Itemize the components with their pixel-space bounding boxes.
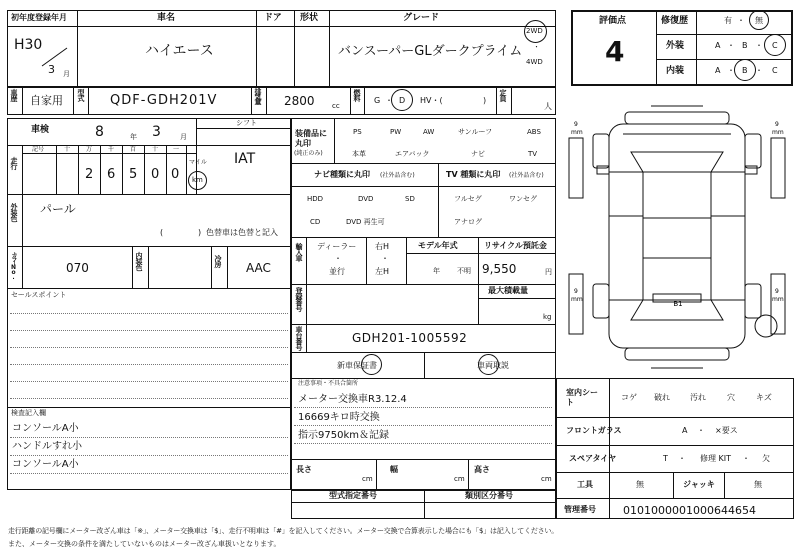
equip-sunroof[interactable]: サンルーフ (458, 128, 493, 136)
equip-navi[interactable]: ナビ (471, 150, 485, 158)
mileage-sub-man: 万 (86, 146, 93, 153)
int-opt-b: B (742, 66, 748, 75)
notes-line-1: メーター交換車R3.12.4 (298, 394, 407, 405)
inspector-line-1: コンソールA小 (12, 423, 79, 434)
drive-separator: ・ (533, 43, 540, 51)
navi-dvd-play[interactable]: DVD 再生可 (346, 218, 385, 226)
exterior-label: 外装 (666, 41, 685, 51)
import-parallel[interactable]: 並行 (329, 267, 345, 276)
tools-value: 無 (636, 480, 644, 489)
capacity-label: 定員 (499, 89, 507, 101)
length-label: 長さ (296, 465, 312, 474)
notes-line-3: 指示9750km＆記録 (298, 430, 389, 441)
first-reg-month: 3 (48, 63, 55, 76)
sheet-opt-burn[interactable]: コゲ (621, 393, 637, 402)
tools-label: 工具 (577, 480, 593, 489)
left-column (7, 118, 291, 490)
spare-opt-kit[interactable]: 修理 KIT (700, 454, 732, 463)
left-door-front (609, 172, 643, 216)
recycle-unit: 円 (545, 268, 552, 276)
model-year-label: モデル年式 (418, 241, 458, 250)
inspection-month: 3 (152, 124, 161, 140)
inspection-year-unit: 年 (130, 133, 137, 141)
color-note-open: ( (160, 228, 164, 237)
equipment-sub-label: (純正のみ) (294, 150, 323, 157)
tread-mark-4: 9 (775, 288, 779, 295)
equipment-label: 装備品に丸印 (295, 129, 327, 148)
recycle-amount: 9,550 (482, 262, 517, 276)
width-unit: cm (454, 475, 465, 483)
manual[interactable]: 車両取説 (477, 361, 509, 370)
spare-tire-label: スペアタイヤ (569, 454, 617, 463)
inspection-label: 車検 (31, 125, 50, 135)
int-opt-dot2: ・ (755, 66, 763, 75)
color-note: 色替車は色替と記入 (206, 228, 278, 237)
ext-opt-dot1: ・ (727, 41, 735, 50)
inspector-label: 検査記入欄 (11, 409, 46, 417)
model-year-unknown: 不明 (457, 267, 471, 275)
capacity-unit: 人 (544, 102, 552, 111)
ext-opt-a: A (715, 41, 721, 50)
navi-cd[interactable]: CD (310, 218, 321, 226)
import-right-h[interactable]: 右H (375, 242, 390, 251)
wheel-rear-left (593, 284, 609, 318)
fuel-g: G (374, 96, 381, 105)
wheel-front-right (745, 134, 761, 168)
color-note-close: ) (198, 228, 202, 237)
warranty-circle (361, 354, 382, 375)
sales-point-label: セールスポイント (11, 291, 67, 299)
sheet-opt-scratch[interactable]: キズ (756, 393, 772, 402)
equip-pw[interactable]: PW (390, 128, 402, 136)
ac-label: 冷房 (214, 255, 222, 267)
recycle-label: リサイクル預託金 (484, 241, 547, 250)
tv-label: TV 種類に丸印 (446, 170, 501, 179)
roof-panel (643, 172, 711, 300)
spare-opt-dot1: ・ (678, 454, 686, 463)
right-door-rear (711, 216, 745, 300)
mileage-sub-sen: 千 (108, 146, 115, 153)
left-door-rear (609, 216, 643, 300)
equip-ps[interactable]: PS (353, 128, 362, 136)
navi-dvd[interactable]: DVD (358, 195, 374, 203)
score-value: 4 (605, 35, 625, 68)
spare-opt-missing[interactable]: 欠 (762, 454, 770, 463)
fuel-d: D (399, 96, 406, 105)
exterior-c-circle (764, 34, 786, 56)
equip-tv[interactable]: TV (528, 150, 538, 158)
tv-oneseg[interactable]: ワンセグ (509, 195, 537, 203)
fuel-separator: ・ (385, 96, 393, 105)
shape-label: 形状 (300, 13, 319, 23)
mileage-digit-4: 0 (151, 167, 160, 182)
spare-opt-dot2: ・ (742, 454, 750, 463)
tread-mark-2-unit: mm (772, 129, 784, 136)
fuel-close: ) (483, 96, 487, 105)
sheet-opt-dirt[interactable]: 汚れ (690, 393, 706, 402)
mileage-digit-1: 2 (85, 167, 94, 182)
usage-label: 車歴 (10, 89, 18, 101)
tread-mark-2: 9 (775, 121, 779, 128)
mileage-sub-ju: 十 (152, 146, 159, 153)
navi-label: ナビ種類に丸印 (314, 170, 370, 179)
right-door-front (711, 172, 745, 216)
sheet-opt-hole[interactable]: 穴 (727, 393, 735, 402)
wheel-front-left (593, 134, 609, 168)
type-designation-label: 型式指定番号 (329, 491, 377, 500)
interior-color-label: 内装色 (135, 252, 143, 270)
ext-opt-b: B (742, 41, 748, 50)
max-load-label: 最大積載量 (488, 286, 528, 295)
manual-circle (478, 354, 499, 375)
width-label: 幅 (390, 465, 398, 474)
mark-b1: B1 (673, 300, 683, 308)
inspector-line-2: ハンドルすれ小 (12, 441, 82, 452)
mileage-sub-kigo: 記号 (32, 146, 45, 153)
wheel-rear-right (745, 284, 761, 318)
repair-opt-dot: ・ (737, 16, 745, 25)
color-no-value: 070 (66, 261, 89, 275)
length-unit: cm (362, 475, 373, 483)
repair-opt-yes: 有 (724, 16, 732, 25)
registration-label: 登録番号 (295, 287, 303, 311)
color-value: パール (40, 202, 76, 216)
equip-leather[interactable]: 本革 (352, 150, 366, 158)
mileage-digit-2: 6 (107, 167, 116, 182)
repair-opt-no: 無 (755, 16, 763, 25)
tv-analog[interactable]: アナログ (454, 218, 482, 226)
model-year-unit: 年 (433, 267, 440, 275)
km-label: km (192, 176, 203, 184)
jack-value: 無 (754, 480, 762, 489)
import-dealer[interactable]: ディーラー (317, 242, 357, 251)
color-no-label: カラーNo. (10, 252, 17, 279)
mileage-label: 走行 (10, 157, 18, 169)
windshield (631, 152, 723, 172)
fuel-hv: HV・( (420, 96, 443, 105)
management-value: 0101000001000644654 (623, 504, 756, 517)
mileage-sub-ichi: 一 (173, 146, 180, 153)
ac-value: AAC (246, 261, 271, 275)
car-name-label: 車名 (157, 13, 176, 23)
sheet-opt-tear[interactable]: 破れ (654, 393, 670, 402)
glass-opt-dot: ・ (697, 426, 705, 435)
tv-label-note: (社外品含む) (509, 172, 544, 179)
footnote-line-1: 走行距離の記号欄にメーター改ざん車は「※」、メーター交換車は「$」、走行不明車は「#」を記入してください。メーター交換で合算表示した場合にも「$」は記入してください。 (8, 527, 559, 535)
drive-2wd: 2WD (526, 27, 543, 35)
mileage-digit-3: 5 (129, 167, 138, 182)
notes-line-2: 16669キロ時交換 (298, 412, 380, 423)
new-car-warranty[interactable]: 新車保証書 (337, 361, 377, 370)
import-dot-2: ・ (381, 254, 389, 263)
int-opt-c: C (772, 66, 778, 75)
displacement-label: 排気量 (254, 88, 262, 103)
equip-airbag[interactable]: エアバック (395, 150, 430, 158)
car-diagram (561, 98, 795, 376)
vehicle-info-row (7, 87, 556, 115)
max-load-unit: kg (543, 313, 552, 321)
tread-mark-1-unit: mm (571, 129, 583, 136)
door-label: ドア (264, 13, 282, 23)
footnote-line-2: また、メーター交換の条件を満たしていないものはメーター改ざん車扱いとなります。 (8, 540, 281, 548)
repair-no-circle (749, 10, 769, 30)
grade-value: バンスーパーGLダークプライム (338, 44, 523, 59)
shift-value: IAT (234, 151, 256, 167)
tread-mark-4-unit: mm (772, 296, 784, 303)
color-label: 外装色 (10, 203, 18, 221)
damage-mark-right-rear (755, 315, 777, 337)
jack-label: ジャッキ (683, 480, 715, 489)
mile-label: マイル (189, 159, 207, 166)
tread-mark-1: 9 (574, 121, 578, 128)
body-outline (609, 124, 745, 348)
mileage-digit-5: 0 (171, 167, 180, 182)
car-name: ハイエース (145, 43, 214, 59)
fuel-d-circle (391, 89, 413, 111)
km-circle (188, 171, 207, 190)
first-reg-label: 初年度登録年月 (11, 13, 67, 22)
first-reg-month-unit: 月 (63, 70, 70, 78)
interior-label: 内装 (666, 66, 685, 76)
model-label: 型式 (77, 89, 85, 101)
grade-label: グレード (403, 13, 440, 23)
notes-label: 注意事項・不具合箇所 (298, 380, 359, 387)
interior-b-circle (734, 59, 756, 81)
ext-opt-c: C (772, 41, 778, 50)
navi-sd[interactable]: SD (405, 195, 415, 203)
inspector-line-3: コンソールA小 (12, 459, 79, 470)
inspection-month-unit: 月 (180, 133, 187, 141)
spare-opt-t[interactable]: T (663, 454, 668, 463)
chassis-value: GDH201-1005592 (352, 331, 468, 345)
model-value: QDF-GDH201V (110, 93, 218, 108)
import-label: 輸入車 (295, 243, 303, 261)
first-reg-era-year: H30 (14, 37, 43, 53)
tv-fullseg[interactable]: フルセグ (454, 195, 482, 203)
equip-aw[interactable]: AW (423, 128, 435, 136)
mileage-sub-ju-man: 十 (64, 146, 71, 153)
int-opt-a: A (715, 66, 721, 75)
displacement-unit: cc (332, 102, 340, 110)
repair-history-label: 修復歴 (661, 16, 689, 26)
navi-hdd[interactable]: HDD (307, 195, 324, 203)
shift-label: シフト (236, 119, 257, 127)
height-label: 高さ (474, 465, 490, 474)
category-number-label: 類別区分番号 (465, 491, 513, 500)
glass-opt-replace[interactable]: ×要ス (715, 426, 738, 435)
import-left-h[interactable]: 左H (375, 267, 390, 276)
navi-label-note: (社外品含む) (380, 172, 415, 179)
ext-opt-dot2: ・ (755, 41, 763, 50)
height-unit: cm (541, 475, 552, 483)
fuel-label: 燃料 (353, 89, 361, 101)
interior-sheet-label: 室内シート (566, 388, 598, 408)
int-opt-dot1: ・ (727, 66, 735, 75)
usage-value: 自家用 (30, 94, 63, 107)
management-label: 管理番号 (564, 505, 596, 514)
score-label: 評価点 (599, 16, 627, 26)
tread-mark-3-unit: mm (571, 296, 583, 303)
inspection-year: 8 (95, 124, 104, 140)
chassis-label: 車台番号 (295, 326, 303, 350)
import-dot-1: ・ (334, 254, 342, 263)
equip-abs[interactable]: ABS (527, 128, 541, 136)
mileage-sub-hyaku: 百 (130, 146, 137, 153)
first-reg-slash (40, 46, 70, 68)
glass-opt-a[interactable]: A (682, 426, 688, 435)
displacement-value: 2800 (284, 94, 315, 108)
front-glass-label: フロントガラス (566, 426, 622, 435)
tread-mark-3: 9 (574, 288, 578, 295)
drive-4wd: 4WD (526, 58, 543, 66)
